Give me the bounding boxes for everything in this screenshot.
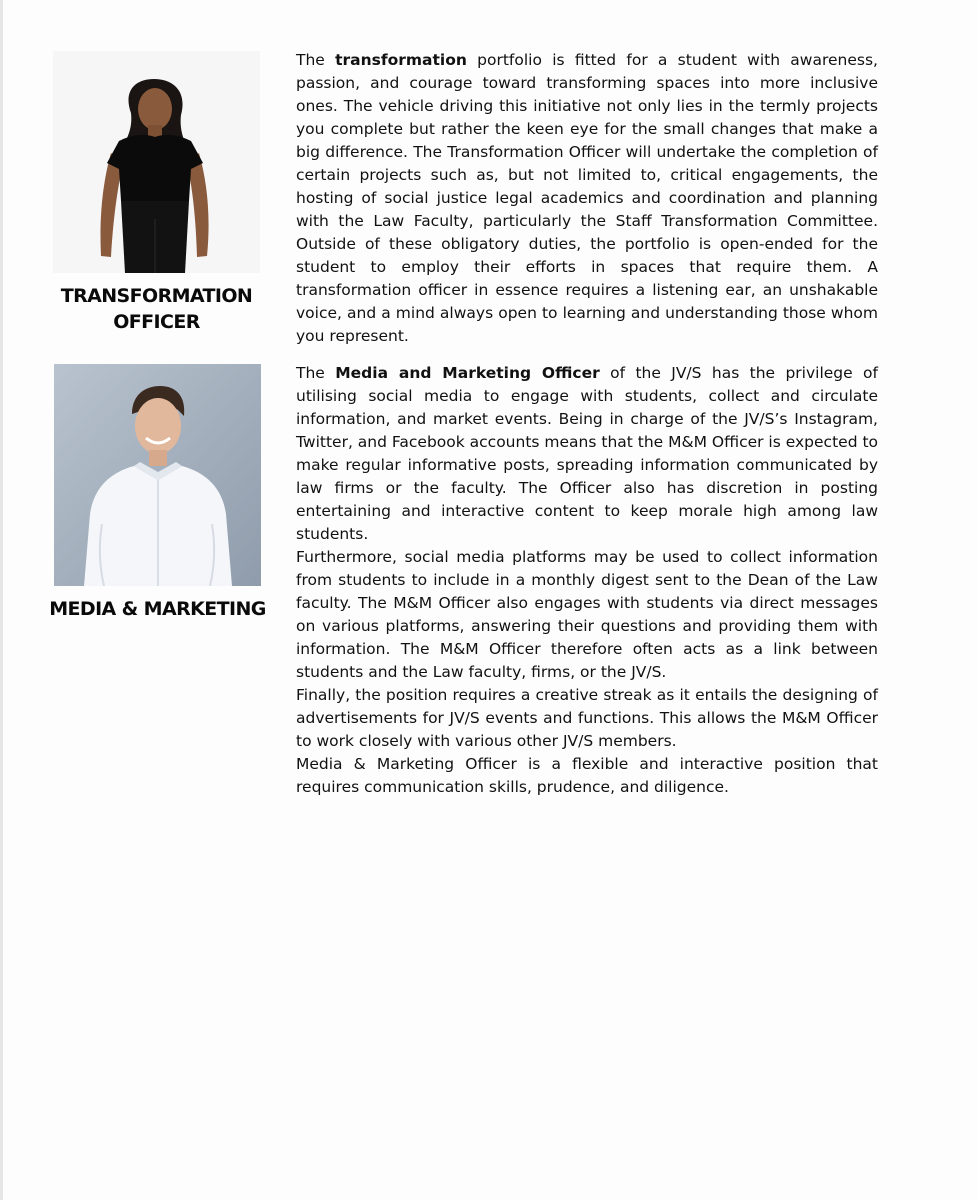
paragraph-bold-term: transformation <box>335 51 467 69</box>
transformation-officer-photo <box>53 51 260 273</box>
paragraph-body-text: of the JV/S has the privilege of utilising social media to engage with students, collect and circulate information, and market events. Being in charge of the JV/S’s Instagram, Twitter, and Facebook accounts means that the M&M Officer is expected to make regular informative posts, spreading information communicated by law firms or the faculty. The Officer also has discretion in posting entertaining and interactive content to keep morale high among law students. <box>296 364 879 543</box>
media-paragraph-2: Furthermore, social media platforms may be used to collect information from students to include in a monthly digest sent to the Dean of the Law faculty. The M&M Officer also engages with students via direct messages on various platforms, answering their questions and providing them with information. The M&M Officer therefore often acts as a link between students and the Law faculty, firms, or the JV/S. <box>296 548 878 681</box>
media-paragraph-4: Media & Marketing Officer is a flexible and interactive position that requires communication skills, prudence, and diligence. <box>296 755 878 796</box>
media-marketing-section <box>0 350 977 796</box>
paragraph-lead-text: The <box>296 364 336 382</box>
transformation-officer-title: TRANSFORMATION OFFICER <box>60 285 253 333</box>
media-marketing-photo <box>54 364 261 586</box>
transformation-paragraph <box>296 49 878 348</box>
paragraph-lead-text: The <box>296 51 336 69</box>
media-paragraph-3: Finally, the position requires a creative streak as it entails the designing of advertisements for JV/S events and functions. This allows the M&M Officer to work closely with various other JV/S members. <box>296 686 878 750</box>
transformation-officer-description <box>296 49 878 348</box>
media-marketing-title: MEDIA & MARKETING <box>49 598 266 620</box>
media-paragraph-1 <box>296 362 878 546</box>
paragraph-bold-term: Media and Marketing Officer <box>335 364 600 382</box>
portrait-man-icon <box>54 364 261 586</box>
transformation-officer-section <box>0 0 977 345</box>
media-marketing-description <box>296 362 878 799</box>
portrait-woman-icon <box>53 51 260 273</box>
paragraph-body-text: portfolio is fitted for a student with awareness, passion, and courage toward transforming spaces into more inclusive ones. The vehicle driving this initiative not only lies in the termly projects you complete but rather the keen eye for the small changes that make a big difference. The Transformation Officer will undertake the completion of certain projects such as, but not limited to, critical engagements, the hosting of social justice legal academics and coordination and planning with the Law Faculty, particularly the Staff Transformation Committee. Outside of these obligatory duties, the portfolio is open-ended for the student to employ their efforts in spaces that require them. A transformation officer in essence requires a listening ear, an unshakable voice, and a mind always open to learning and understanding those whom you represent. <box>296 51 878 345</box>
